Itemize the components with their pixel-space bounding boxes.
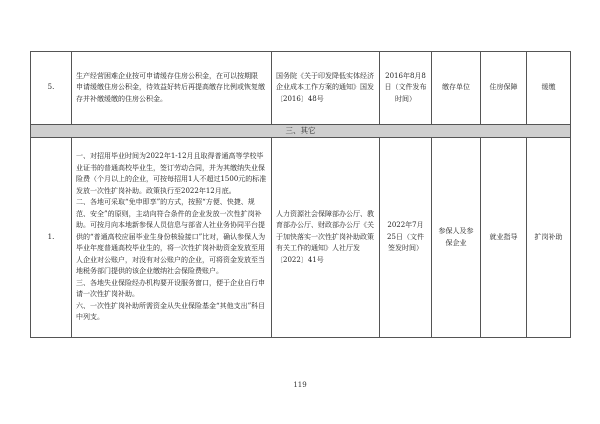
- policy-category: 缓缴: [527, 52, 571, 125]
- policy-description: [72, 138, 272, 338]
- policy-date: 2016年8月8日（文件发布时间）: [380, 52, 432, 125]
- table-row: [31, 138, 571, 338]
- section-header-row: [31, 125, 571, 138]
- policy-table: [30, 51, 571, 338]
- row-number: 1.: [31, 138, 72, 338]
- policy-document: 国务院《关于印发降低实体经济企业成本工作方案的通知》国发〔2016〕48号: [272, 52, 380, 125]
- description-paragraph: 二、各地可采取“免申即享”的方式，按照“方便、快捷、规范、安全”的原则，主动向符合条件的企业发放一次性扩岗补助。可按月向本地新参保人员信息与部省人社业务协同平台提供的“普通高校应届毕业生身份核验接口”比对，确认参保人为毕业年度普通高校毕业生的，将一次性扩岗补助资金发放至用人企业对公账户，对没有对公账户的企业，可将资金发放至当地税务部门提供的该企业缴纳社会保险费账户。: [76, 198, 266, 276]
- policy-department: 住房保障: [481, 52, 527, 125]
- description-paragraph: 一、对招用毕业时间为2022年1-12月且取得普通高等学校毕业证书的普通高校毕业生，签订劳动合同，并为其缴纳失业保险费（个月以上的企业，可按每招用1人不超过1500元的标准发放一次性扩岗补助。政策执行至2022年12月底。: [76, 152, 267, 195]
- description-paragraph: 三、各地失业保险经办机构要开设服务窗口，便于企业自行申请一次性扩岗补助。: [76, 278, 265, 299]
- policy-category: 扩岗补助: [527, 138, 571, 338]
- policy-description: 生产经营困难企业按可申请缓存住房公积金，在可以按期限 申请缓缴住房公积金，待效益好转后再提高缴存比例或恢复缴存并补缴缓缴的住房公积金。: [72, 52, 272, 125]
- row-number: 5.: [31, 52, 72, 125]
- policy-department: 就业指导: [481, 138, 527, 338]
- policy-date: 2022年7月25日（文件签发时间）: [380, 138, 432, 338]
- table-row: [31, 52, 571, 125]
- description-paragraph: 六、一次性扩岗补助所需资金从失业保险基金“其他支出”科目中列支。: [76, 301, 266, 322]
- section-header: 三、其它: [31, 125, 571, 138]
- policy-target: 参保人及参保企业: [432, 138, 481, 338]
- policy-target: 缴存单位: [432, 52, 481, 125]
- policy-document: 人力资源社会保障部办公厅、教育部办公厅、财政部办公厅《关于加快落实一次性扩岗补助政策有关工作的通知》人社厅发〔2022〕41号: [272, 138, 380, 338]
- page-number: 119: [293, 381, 307, 389]
